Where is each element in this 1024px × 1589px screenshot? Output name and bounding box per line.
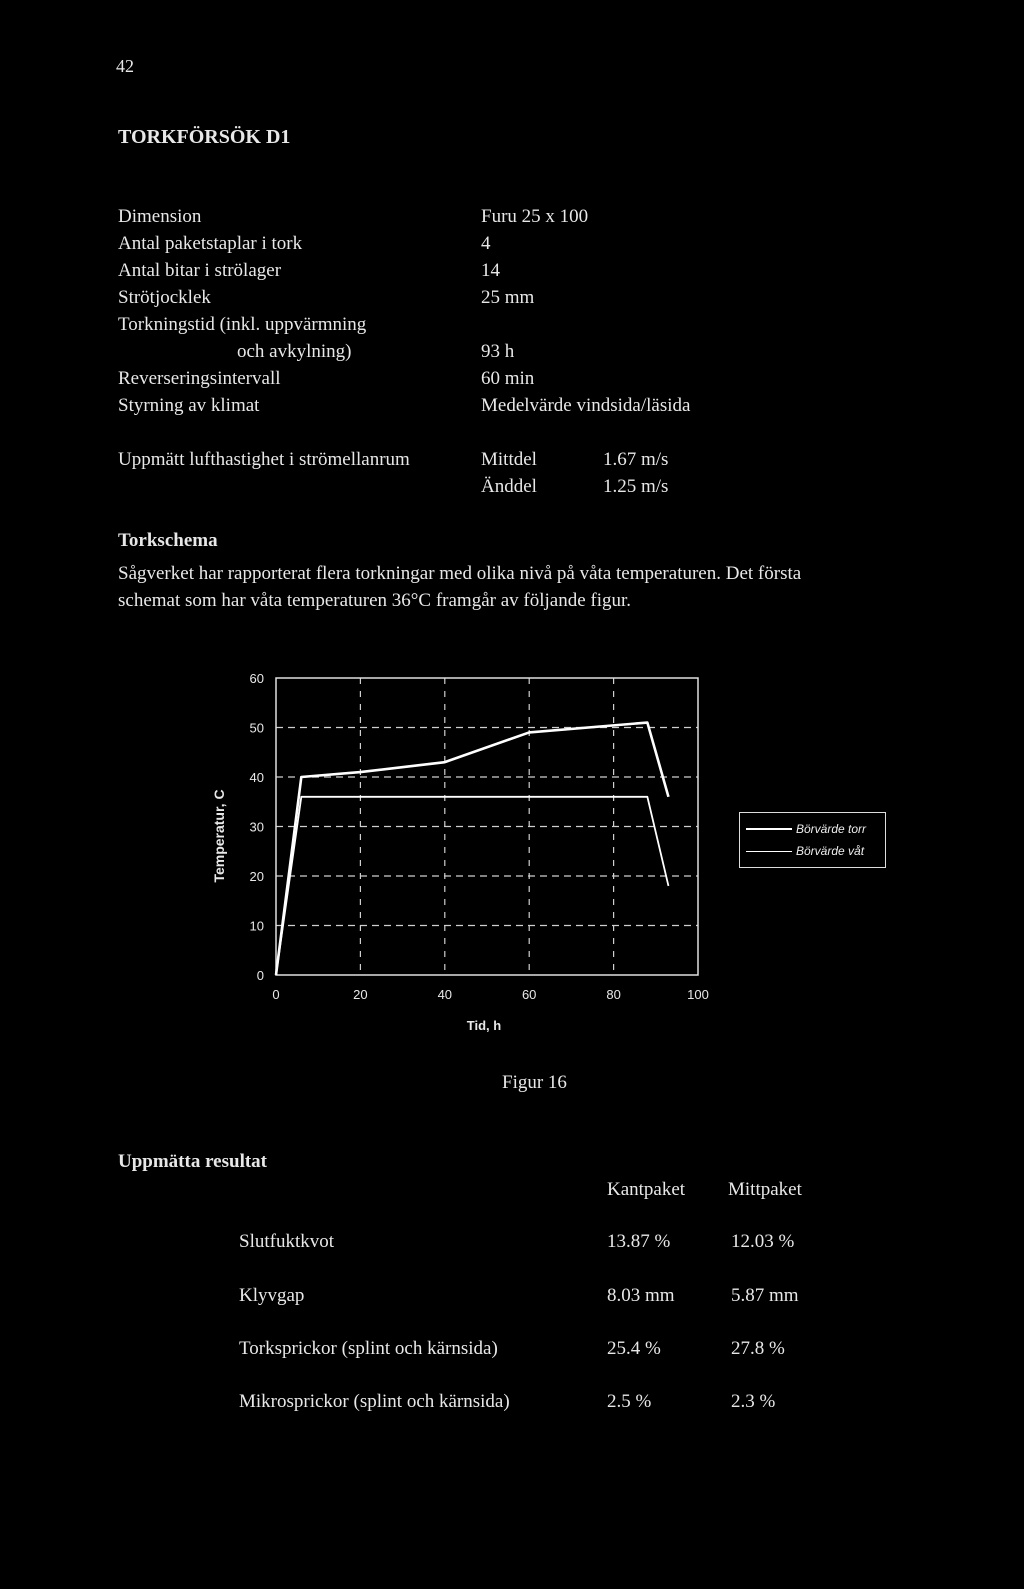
series-line bbox=[276, 723, 668, 975]
spec-label: Reverseringsintervall bbox=[118, 368, 281, 389]
legend-item bbox=[746, 841, 864, 861]
result-label: Mikrosprickor (splint och kärnsida) bbox=[239, 1391, 510, 1412]
result-label: Klyvgap bbox=[239, 1285, 305, 1306]
spec-label: Antal bitar i strölager bbox=[118, 260, 282, 281]
spec-value: Furu 25 x 100 bbox=[481, 206, 589, 227]
airflow-label: Uppmätt lufthastighet i strömellanrum bbox=[118, 449, 410, 470]
results-column-header: Mittpaket bbox=[728, 1179, 802, 1200]
x-tick-label: 100 bbox=[687, 987, 709, 1002]
result-mitt: 12.03 % bbox=[731, 1231, 795, 1252]
schema-text-line2: schemat som har våta temperaturen 36°C framgår av följande figur. bbox=[118, 590, 632, 611]
results-column-header: Kantpaket bbox=[607, 1179, 686, 1200]
legend-swatch bbox=[746, 828, 792, 830]
spec-value: Medelvärde vindsida/läsida bbox=[481, 395, 691, 416]
page-title: TORKFÖRSÖK D1 bbox=[118, 126, 291, 148]
airflow-part: Mittdel bbox=[481, 449, 537, 470]
result-mitt: 27.8 % bbox=[731, 1338, 785, 1359]
airflow-part: Änddel bbox=[481, 476, 537, 497]
chart-legend bbox=[739, 812, 886, 868]
spec-label: Dimension bbox=[118, 206, 202, 227]
y-tick-label: 20 bbox=[249, 869, 264, 884]
result-kant: 25.4 % bbox=[607, 1338, 661, 1359]
y-axis-label: Temperatur, C bbox=[211, 789, 227, 883]
airflow-value: 1.67 m/s bbox=[603, 449, 669, 470]
page-number: 42 bbox=[116, 56, 134, 76]
result-kant: 8.03 mm bbox=[607, 1285, 675, 1306]
results-heading: Uppmätta resultat bbox=[118, 1151, 268, 1172]
temperature-chart bbox=[200, 660, 740, 1050]
legend-item bbox=[746, 819, 866, 839]
result-label: Slutfuktkvot bbox=[239, 1231, 335, 1252]
y-tick-label: 10 bbox=[249, 918, 264, 934]
legend-swatch bbox=[746, 851, 792, 852]
x-tick-label: 0 bbox=[272, 987, 280, 1002]
plot-area bbox=[274, 678, 740, 978]
legend-label: Börvärde torr bbox=[796, 822, 867, 836]
x-tick-label: 80 bbox=[606, 987, 621, 1002]
spec-value: 93 h bbox=[481, 341, 515, 362]
spec-label: Torkningstid (inkl. uppvärmning bbox=[118, 314, 367, 335]
result-kant: 13.87 % bbox=[607, 1231, 671, 1252]
y-tick-label: 40 bbox=[249, 770, 264, 785]
series-line bbox=[276, 797, 668, 975]
spec-value: 25 mm bbox=[481, 287, 535, 308]
figure-caption: Figur 16 bbox=[502, 1072, 567, 1093]
x-tick-label: 20 bbox=[353, 987, 368, 1002]
result-mitt: 5.87 mm bbox=[731, 1285, 799, 1306]
y-tick-label: 0 bbox=[256, 968, 264, 983]
x-axis-label: Tid, h bbox=[466, 1018, 502, 1033]
result-label: Torksprickor (splint och kärnsida) bbox=[239, 1338, 498, 1359]
spec-value: 14 bbox=[481, 260, 500, 281]
schema-heading: Torkschema bbox=[118, 530, 218, 551]
spec-label: och avkylning) bbox=[237, 341, 352, 362]
y-tick-label: 50 bbox=[249, 720, 264, 736]
airflow-value: 1.25 m/s bbox=[603, 476, 669, 497]
y-tick-label: 30 bbox=[249, 819, 264, 835]
x-tick-label: 40 bbox=[437, 987, 453, 1002]
result-kant: 2.5 % bbox=[607, 1391, 652, 1412]
spec-label: Styrning av klimat bbox=[118, 395, 260, 416]
x-tick-label: 60 bbox=[521, 987, 537, 1002]
spec-value: 60 min bbox=[481, 368, 535, 389]
chart-ticks bbox=[250, 671, 709, 1002]
spec-label: Antal paketstaplar i tork bbox=[118, 233, 303, 254]
spec-value: 4 bbox=[481, 233, 491, 254]
schema-text-line1: Sågverket har rapporterat flera torkningar med olika nivå på våta temperaturen. Det första bbox=[118, 563, 802, 584]
legend-label: Börvärde våt bbox=[796, 844, 865, 858]
chart-series bbox=[276, 723, 668, 975]
spec-label: Strötjocklek bbox=[118, 287, 211, 308]
result-mitt: 2.3 % bbox=[731, 1391, 776, 1412]
y-tick-label: 60 bbox=[249, 671, 264, 686]
